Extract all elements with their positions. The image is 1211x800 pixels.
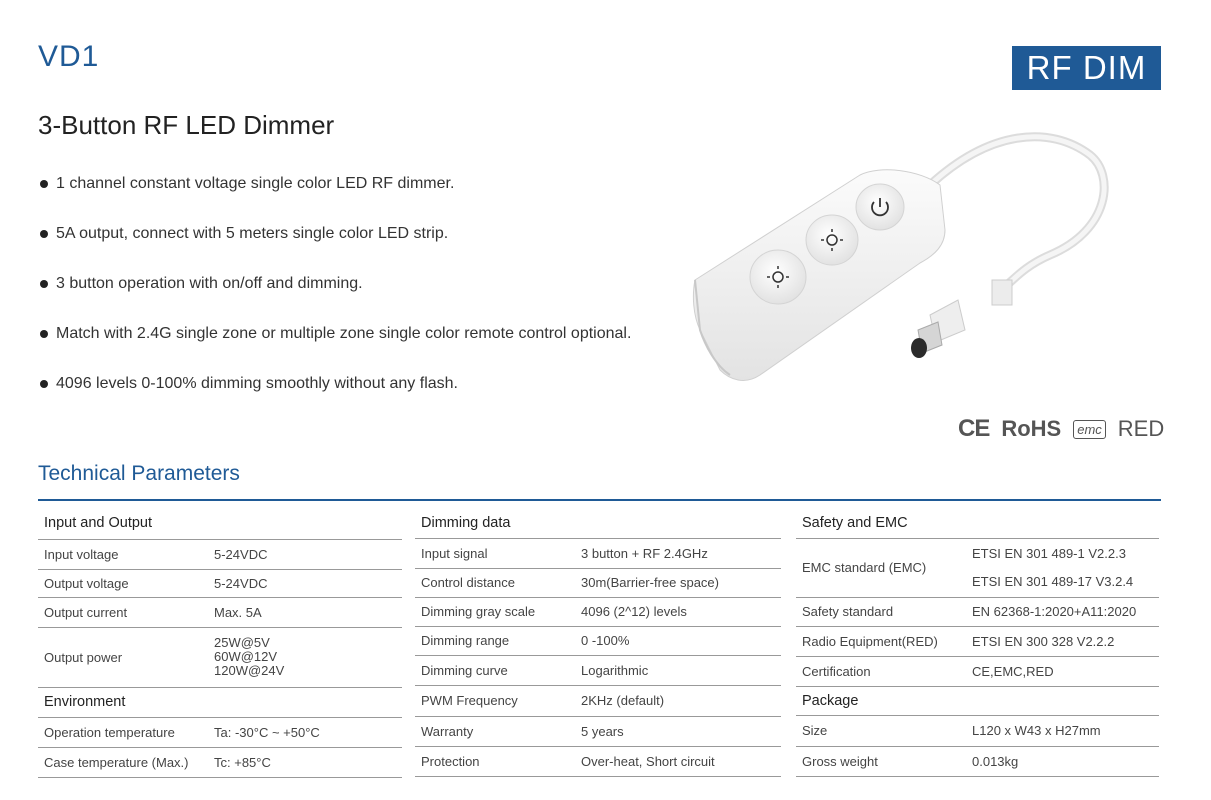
param-label: Input voltage xyxy=(38,539,208,569)
table-row xyxy=(38,627,402,687)
bullet-icon xyxy=(40,280,48,288)
bullet-icon xyxy=(40,180,48,188)
table-row xyxy=(415,568,781,597)
table-row xyxy=(38,569,402,597)
param-label: Input signal xyxy=(415,538,575,568)
ce-mark: CE xyxy=(958,415,990,442)
param-label: Dimming curve xyxy=(415,655,575,685)
param-value: ETSI EN 301 489-1 V2.2.3 ETSI EN 301 489-17 V3.2.4 xyxy=(966,538,1159,597)
table-row xyxy=(796,746,1159,776)
param-label: Output power xyxy=(38,627,208,687)
param-value: Max. 5A xyxy=(208,597,402,627)
param-label: Safety standard xyxy=(796,597,966,626)
product-subtitle: 3-Button RF LED Dimmer xyxy=(38,110,335,140)
param-value: Tc: +85°C xyxy=(208,747,402,777)
table-row xyxy=(796,715,1159,746)
section-heading-row xyxy=(796,686,1159,715)
table-row xyxy=(38,539,402,569)
red-mark: RED xyxy=(1117,416,1165,441)
emc-mark: emc xyxy=(1073,420,1106,439)
param-value: L120 x W43 x H27mm xyxy=(966,715,1159,746)
param-label: Control distance xyxy=(415,568,575,597)
rf-dim-badge: RF DIM xyxy=(1012,46,1161,90)
param-value: 2KHz (default) xyxy=(575,685,781,716)
feature-item: 1 channel constant voltage single color LED RF dimmer. xyxy=(38,175,631,225)
section-heading: Environment xyxy=(38,687,402,717)
table-row xyxy=(415,538,781,568)
param-label: Warranty xyxy=(415,716,575,746)
section-heading-row xyxy=(38,687,402,717)
param-label: EMC standard (EMC) xyxy=(796,538,966,597)
param-value: Ta: -30°C ~ +50°C xyxy=(208,717,402,747)
section-heading-row xyxy=(38,508,402,539)
column-dimming-data xyxy=(415,508,781,777)
table-row xyxy=(415,716,781,746)
param-value: 0.013kg xyxy=(966,746,1159,776)
param-label: Size xyxy=(796,715,966,746)
table-row xyxy=(415,655,781,685)
param-value: 5-24VDC xyxy=(208,539,402,569)
bullet-icon xyxy=(40,230,48,238)
bullet-icon xyxy=(40,330,48,338)
table-row xyxy=(796,626,1159,656)
table-row xyxy=(38,747,402,777)
param-label: Certification xyxy=(796,656,966,686)
param-label: PWM Frequency xyxy=(415,685,575,716)
param-value: 5-24VDC xyxy=(208,569,402,597)
section-heading: Dimming data xyxy=(415,508,781,538)
feature-item: 5A output, connect with 5 meters single color LED strip. xyxy=(38,225,631,275)
param-label: Output voltage xyxy=(38,569,208,597)
param-value: Logarithmic xyxy=(575,655,781,685)
technical-parameters-title: Technical Parameters xyxy=(38,462,240,485)
bullet-icon xyxy=(40,380,48,388)
param-label: Output current xyxy=(38,597,208,627)
param-value: Over-heat, Short circuit xyxy=(575,746,781,776)
param-value: 4096 (2^12) levels xyxy=(575,597,781,626)
param-label: Operation temperature xyxy=(38,717,208,747)
product-image xyxy=(690,130,1150,390)
param-value: ETSI EN 300 328 V2.2.2 xyxy=(966,626,1159,656)
feature-list xyxy=(38,175,631,425)
column-input-output xyxy=(38,508,402,778)
feature-item: Match with 2.4G single zone or multiple zone single color remote control optional. xyxy=(38,325,631,375)
param-label: Protection xyxy=(415,746,575,776)
table-row xyxy=(38,597,402,627)
rohs-mark: RoHS xyxy=(1001,416,1062,441)
table-row xyxy=(38,717,402,747)
param-label: Case temperature (Max.) xyxy=(38,747,208,777)
param-label: Radio Equipment(RED) xyxy=(796,626,966,656)
table-row xyxy=(415,626,781,655)
param-value: 25W@5V 60W@12V 120W@24V xyxy=(208,627,402,687)
section-heading: Safety and EMC xyxy=(796,508,1159,538)
section-heading: Package xyxy=(796,686,1159,715)
model-name: VD1 xyxy=(38,40,100,73)
param-value: CE,EMC,RED xyxy=(966,656,1159,686)
table-row xyxy=(796,597,1159,626)
section-heading: Input and Output xyxy=(38,508,402,539)
table-row xyxy=(796,538,1159,597)
param-value: EN 62368-1:2020+A11:2020 xyxy=(966,597,1159,626)
param-value: 30m(Barrier-free space) xyxy=(575,568,781,597)
section-heading-row xyxy=(415,508,781,538)
param-label: Dimming range xyxy=(415,626,575,655)
param-label: Gross weight xyxy=(796,746,966,776)
table-row xyxy=(415,597,781,626)
param-value: 3 button + RF 2.4GHz xyxy=(575,538,781,568)
feature-item: 4096 levels 0-100% dimming smoothly without any flash. xyxy=(38,375,631,425)
title-divider xyxy=(38,499,1161,501)
section-heading-row xyxy=(796,508,1159,538)
certification-logos xyxy=(958,415,1164,443)
param-label: Dimming gray scale xyxy=(415,597,575,626)
param-value: 5 years xyxy=(575,716,781,746)
feature-item: 3 button operation with on/off and dimming. xyxy=(38,275,631,325)
param-value: 0 -100% xyxy=(575,626,781,655)
column-safety-package xyxy=(796,508,1159,777)
table-row xyxy=(796,656,1159,686)
table-row xyxy=(415,685,781,716)
table-row xyxy=(415,746,781,776)
